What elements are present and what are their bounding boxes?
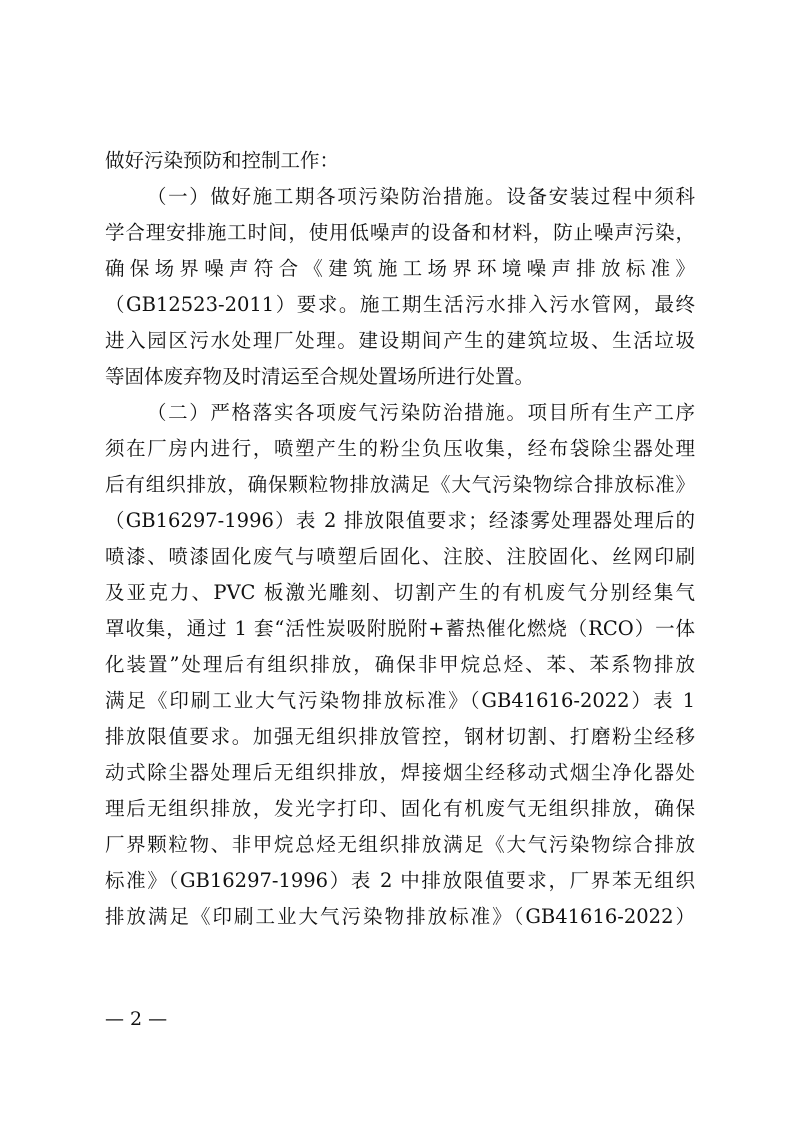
text-line: 等固体废弃物及时清运至合规处置场所进行处置。 [105, 365, 535, 388]
text-line: 动式除尘器处理后无组织排放，焊接烟尘经移动式烟尘净化器处 [105, 761, 695, 784]
text-line: 标准》（GB16297-1996）表 2 中排放限值要求，厂界苯无组织 [105, 869, 695, 892]
text-line: 化装置”处理后有组织排放，确保非甲烷总烃、苯、苯系物排放 [105, 653, 695, 676]
text-line: 后有组织排放，确保颗粒物排放满足《大气污染物综合排放标准》 [105, 473, 695, 496]
text-line: 须在厂房内进行，喷塑产生的粉尘负压收集，经布袋除尘器处理 [105, 437, 695, 460]
text-line: 确保场界噪声符合《建筑施工场界环境噪声排放标准》 [105, 257, 695, 280]
text-line: 罩收集，通过 1 套“活性炭吸附脱附+蓄热催化燃烧（RCO）一体 [105, 617, 695, 640]
text-line: 进入园区污水处理厂处理。建设期间产生的建筑垃圾、生活垃圾 [105, 329, 695, 352]
text-line: （一）做好施工期各项污染防治措施。设备安装过程中须科 [147, 185, 695, 208]
text-line: 排放满足《印刷工业大气污染物排放标准》（GB41616-2022） [105, 905, 695, 928]
text-line: （二）严格落实各项废气污染防治措施。项目所有生产工序 [147, 401, 695, 424]
text-line: 喷漆、喷漆固化废气与喷塑后固化、注胶、注胶固化、丝网印刷 [105, 545, 695, 568]
body-text [105, 143, 695, 935]
text-line: （GB12523-2011）要求。施工期生活污水排入污水管网，最终 [105, 293, 695, 316]
text-line: 做好污染预防和控制工作： [105, 149, 340, 172]
text-line: 学合理安排施工时间，使用低噪声的设备和材料，防止噪声污染， [105, 221, 695, 244]
text-line: 满足《印刷工业大气污染物排放标准》（GB41616-2022）表 1 [105, 689, 695, 712]
page-number: — 2 — [105, 1008, 168, 1030]
text-line: 厂界颗粒物、非甲烷总烃无组织排放满足《大气污染物综合排放 [105, 833, 695, 856]
text-line: 排放限值要求。加强无组织排放管控，钢材切割、打磨粉尘经移 [105, 725, 695, 748]
text-line: 及亚克力、PVC 板激光雕刻、切割产生的有机废气分别经集气 [105, 581, 695, 604]
text-line: （GB16297-1996）表 2 排放限值要求；经漆雾处理器处理后的 [105, 509, 695, 532]
text-line: 理后无组织排放，发光字打印、固化有机废气无组织排放，确保 [105, 797, 695, 820]
